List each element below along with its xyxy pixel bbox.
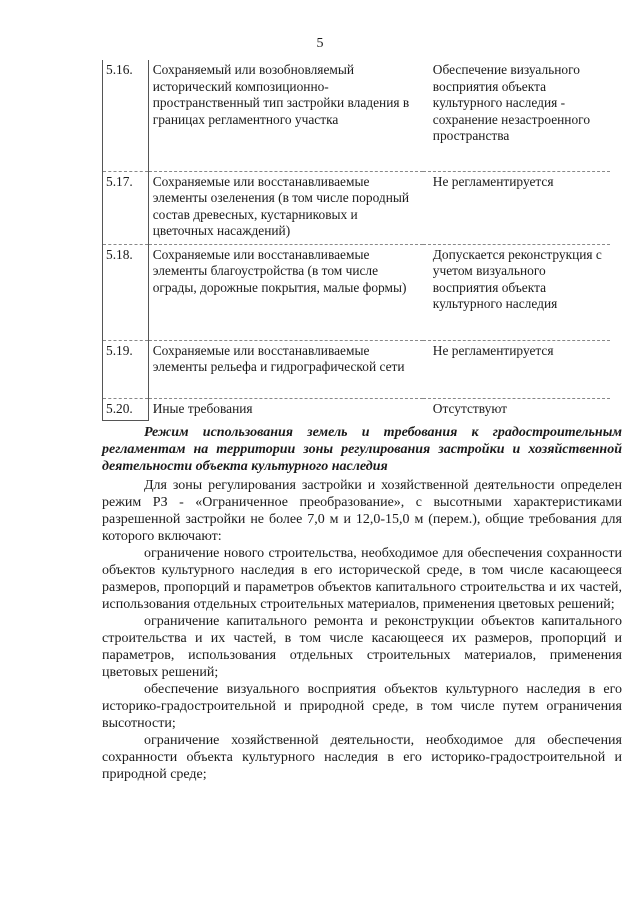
table-row [103, 398, 611, 421]
row-number: 5.18. [103, 244, 149, 340]
row-name: Иные требования [152, 400, 253, 416]
requirements-table [102, 60, 610, 421]
row-number: 5.17. [103, 171, 149, 244]
row-value: Не регламентируется [432, 342, 554, 358]
row-name: Сохраняемые или восстанавливаемые элементы озеленения (в том числе породный состав древесных, кустарниковых и цветочных насаждений) [152, 173, 410, 238]
row-name: Сохраняемые или восстанавливаемые элементы рельефа и гидрографической сети [152, 342, 405, 374]
row-number: 5.16. [103, 60, 149, 171]
requirement-item: ограничение нового строительства, необходимое для обеспечения сохранности объектов культурного наследия в его исторической среде, в том числе касающееся размеров, пропорций и параметров объектов капитального строительства и их частей, использования отдельных строительных материалов, применения цветовых решений; [102, 546, 622, 612]
row-number: 5.20. [103, 398, 149, 421]
row-value: Не регламентируется [432, 173, 554, 189]
requirement-item: обеспечение визуального восприятия объектов культурного наследия в его историко-градостроительной и природной среде, в том числе путем ограничения высотности; [102, 682, 622, 731]
row-name: Сохраняемый или возобновляемый исторический композиционно-пространственный тип застройки владения в границах регламентного участка [152, 62, 410, 127]
row-value: Отсутствуют [432, 400, 507, 416]
requirement-item: ограничение капитального ремонта и реконструкции объектов капитального строительства и их частей, в том числе касающееся их размеров, пропорций и параметров, использования отдельных строительных материалов, применения цветовых решений; [102, 614, 622, 680]
section-heading: Режим использования земель и требования к градостроительным регламентам на территории зоны регулирования застройки и хозяйственной деятельности объекта культурного наследия [102, 425, 622, 474]
table-row [103, 340, 611, 398]
row-value: Допускается реконструкция с учетом визуального восприятия объекта культурного наследия [432, 246, 602, 311]
requirement-item: ограничение хозяйственной деятельности, необходимое для обеспечения сохранности объекта культурного наследия в его историко-градостроительной и природной среде; [102, 733, 622, 782]
row-value: Обеспечение визуального восприятия объекта культурного наследия - сохранение незастроенного пространства [432, 62, 591, 143]
table-row [103, 60, 611, 171]
row-number: 5.19. [103, 340, 149, 398]
zone-regime-section [102, 424, 622, 783]
page-number: 5 [316, 36, 324, 51]
table-row [103, 244, 611, 340]
row-name: Сохраняемые или восстанавливаемые элементы благоустройства (в том числе ограды, дорожные покрытия, малые формы) [152, 246, 407, 295]
intro-paragraph: Для зоны регулирования застройки и хозяйственной деятельности определен режим РЗ - «Ограниченное преобразование», с высотными характеристиками разрешенной застройки не более 7,0 м и 12,0-15,0 м (перем.), общие требования для которого включают: [102, 478, 622, 544]
table-row [103, 171, 611, 244]
